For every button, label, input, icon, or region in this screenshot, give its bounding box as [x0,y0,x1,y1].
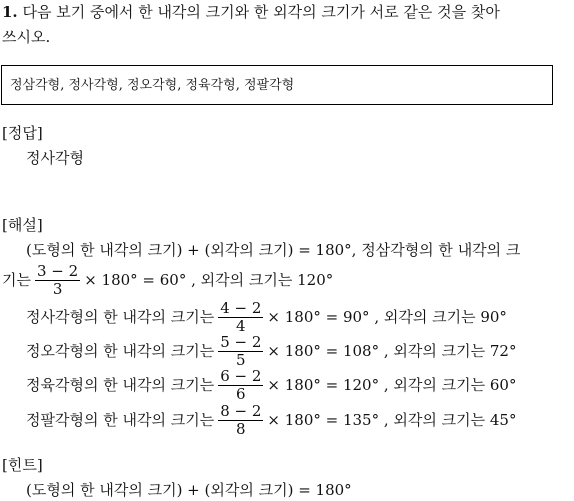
row-fraction [218,334,263,369]
hint-header: [힌트] [2,456,43,474]
triangle-expression: × 180° = 60° , 외각의 크기는 120° [84,271,334,289]
triangle-prefix: 기는 [2,271,31,289]
explanation-row [26,367,516,403]
fraction-denominator: 3 [52,279,63,298]
fraction-denominator: 8 [236,419,246,438]
explanation-header: [해설] [2,216,43,234]
row-prefix: 정육각형의 한 내각의 크기는 [26,376,215,394]
explanation-row [26,299,507,335]
choices-box [1,65,553,105]
row-expression: × 180° = 108° , 외각의 크기는 72° [267,342,517,360]
row-prefix: 정사각형의 한 내각의 크기는 [26,308,215,326]
fraction-numerator: 5 − 2 [220,332,262,351]
fraction-denominator: 5 [236,350,246,369]
triangle-fraction [35,263,80,298]
explanation-triangle [2,262,333,298]
question-text-2: 쓰시오. [2,28,51,46]
row-prefix: 정오각형의 한 내각의 크기는 [26,342,215,360]
explanation-row [26,333,516,369]
answer-header: [정답] [2,124,43,142]
answer-text: 정사각형 [26,149,84,167]
row-expression: × 180° = 90° , 외각의 크기는 90° [267,308,507,326]
fraction-denominator: 6 [236,384,246,403]
row-expression: × 180° = 135° , 외각의 크기는 45° [267,411,517,429]
row-prefix: 정팔각형의 한 내각의 크기는 [26,411,215,429]
row-fraction [218,300,263,335]
hint-text: (도형의 한 내각의 크기) + (외각의 크기) = 180° [26,481,352,499]
fraction-numerator: 3 − 2 [36,261,79,280]
question-line-1 [2,2,500,22]
fraction-numerator: 6 − 2 [220,366,262,385]
fraction-denominator: 4 [236,316,246,335]
choices-text: 정삼각형, 정사각형, 정오각형, 정육각형, 정팔각형 [10,78,295,93]
question-text-1: 다음 보기 중에서 한 내각의 크기와 한 외각의 크기가 서로 같은 것을 찾아 [22,3,500,21]
row-fraction [218,403,263,438]
explanation-row [26,402,516,438]
question-number: 1. [2,3,18,21]
row-fraction [218,368,263,403]
fraction-numerator: 8 − 2 [220,401,262,420]
explanation-formula: (도형의 한 내각의 크기) + (외각의 크기) = 180°, 정삼각형의 한 내각의 크 [26,241,521,259]
row-expression: × 180° = 120° , 외각의 크기는 60° [267,376,517,394]
fraction-numerator: 4 − 2 [220,298,262,317]
